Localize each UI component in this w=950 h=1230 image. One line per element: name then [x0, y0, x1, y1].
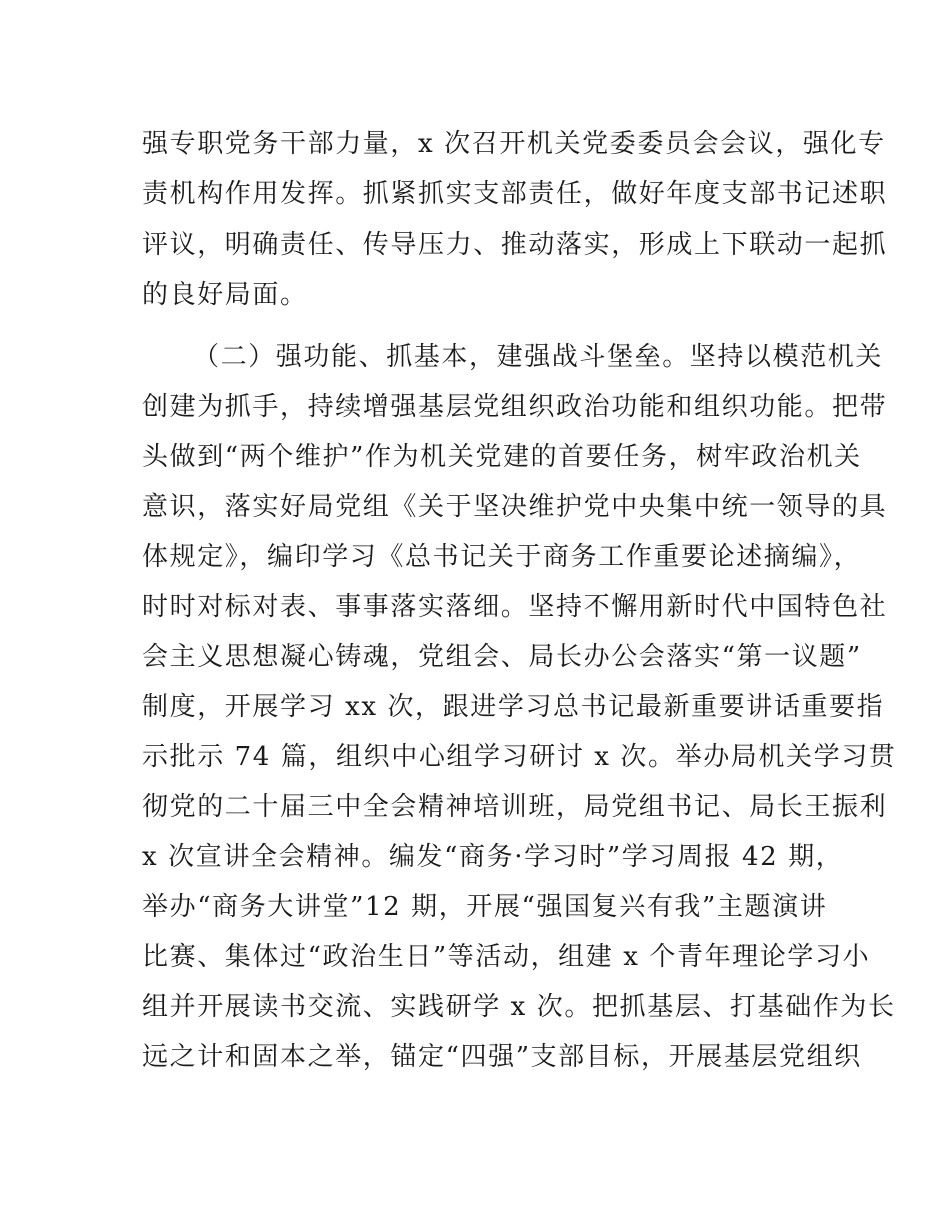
text-line: 会主义思想凝心铸魂，党组会、局长办公会落实“第一议题” [142, 642, 862, 672]
text-line: 创建为抓手，持续增强基层党组织政治功能和组织功能。把带 [142, 392, 888, 422]
text-line: 时时对标对表、事事落实落细。坚持不懈用新时代中国特色社 [142, 592, 888, 622]
text-line: x 次宣讲全会精神。编发“商务·学习时”学习周报 42 期， [142, 842, 844, 872]
text-line: 彻党的二十届三中全会精神培训班，局党组书记、局长王振利 [142, 792, 888, 822]
text-line: 责机构作用发挥。抓紧抓实支部责任，做好年度支部书记述职 [142, 179, 888, 209]
text-line: 比赛、集体过“政治生日”等活动，组建 x 个青年理论学习小 [142, 942, 871, 972]
text-line: 头做到“两个维护”作为机关党建的首要任务，树牢政治机关 [142, 442, 862, 472]
text-line: 举办“商务大讲堂”12 期，开展“强国复兴有我”主题演讲 [142, 892, 828, 922]
text-line: 意识，落实好局党组《关于坚决维护党中央集中统一领导的具 [142, 492, 888, 522]
section-heading-line: （二）强功能、抓基本，建强战斗堡垒。坚持以模范机关 [193, 342, 884, 372]
text-line: 的良好局面。 [142, 280, 308, 310]
text-line: 远之计和固本之举，锚定“四强”支部目标，开展基层党组织 [142, 1042, 862, 1072]
text-line: 组并开展读书交流、实践研学 x 次。把抓基层、打基础作为长 [142, 992, 896, 1022]
text-line: 评议，明确责任、传导压力、推动落实，形成上下联动一起抓 [142, 230, 888, 260]
text-line: 示批示 74 篇，组织中心组学习研讨 x 次。举办局机关学习贯 [142, 742, 897, 772]
text-line: 制度，开展学习 xx 次，跟进学习总书记最新重要讲话重要指 [142, 692, 885, 722]
text-line: 强专职党务干部力量，x 次召开机关党委委员会会议，强化专 [142, 129, 886, 159]
text-line: 体规定》，编印学习《总书记关于商务工作重要论述摘编》， [142, 542, 862, 572]
